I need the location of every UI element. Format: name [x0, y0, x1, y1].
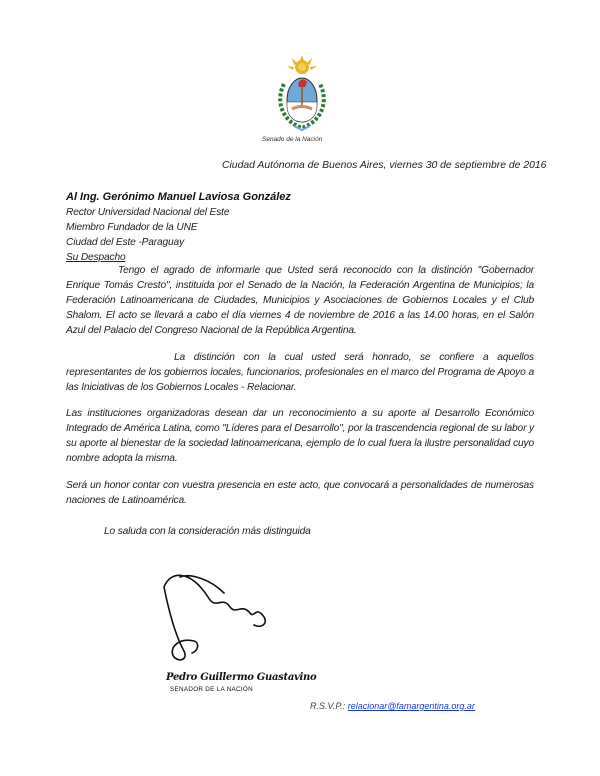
- senate-seal-icon: [272, 54, 332, 134]
- paragraph-1: [66, 263, 534, 338]
- recipient-line: Rector Universidad Nacional del Este: [66, 207, 230, 218]
- signature-title: SENADOR DE LA NACIÓN: [170, 686, 253, 693]
- rsvp-label: R.S.V.P.:: [310, 701, 346, 711]
- paragraph-2: [66, 350, 534, 395]
- paragraph-2-text: La distinción con la cual usted será honrado, se confiere a aquellos representantes de los gobiernos locales, funcionarios, profesionales en el marco del Programa de Apoyo a las Iniciativas de los Gobiernos Locales - Relacionar.: [66, 352, 534, 393]
- rsvp-line: [310, 701, 475, 711]
- su-despacho: Su Despacho: [66, 252, 126, 263]
- date-line: Ciudad Autónoma de Buenos Aires, viernes 30 de septiembre de 2016: [222, 160, 547, 171]
- signature-name: Pedro Guillermo Guastavino: [166, 672, 317, 683]
- rsvp-email-link[interactable]: relacionar@famargentina.org.ar: [347, 701, 475, 711]
- paragraph-1-text: Tengo el agrado de informarle que Usted será reconocido con la distinción "Gobernador Enrique Tomás Cresto", instituida por el Senado de la Nación, la Federación Argentina de Municipios; la Federación Latinoamericana de Ciudades, Municipios y Asociaciones de Gobiernos Locales y el Club Shalom. El acto se llevará a cabo el día viernes 4 de noviembre de 2016 a las 14.00 horas, en el Salón Azul del Palacio del Congreso Nacional de la República Argentina.: [66, 265, 534, 336]
- closing-line: Lo saluda con la consideración más distinguida: [104, 526, 311, 537]
- recipient-line: Ciudad del Este -Paraguay: [66, 237, 185, 248]
- recipient-name: Al Ing. Gerónimo Manuel Laviosa González: [66, 191, 291, 203]
- recipient-line: Miembro Fundador de la UNE: [66, 222, 198, 233]
- signature-scribble-icon: [150, 567, 320, 677]
- paragraph-4: Será un honor contar con vuestra presencia en este acto, que convocará a personalidades de numerosas naciones de Latinoamérica.: [66, 480, 534, 506]
- seal-caption: Senado de la Nación: [262, 136, 323, 143]
- paragraph-3: Las instituciones organizadoras desean dar un reconocimiento a su aporte al Desarrollo Económico Integrado de América Latina, como "Líderes para el Desarrollo", por la trascendencia regional de su labor y su aporte al bienestar de la sociedad latinoamericana, ejemplo de lo cual fuera la ilustre personalidad cuyo nombre adopta la misma.: [66, 408, 534, 464]
